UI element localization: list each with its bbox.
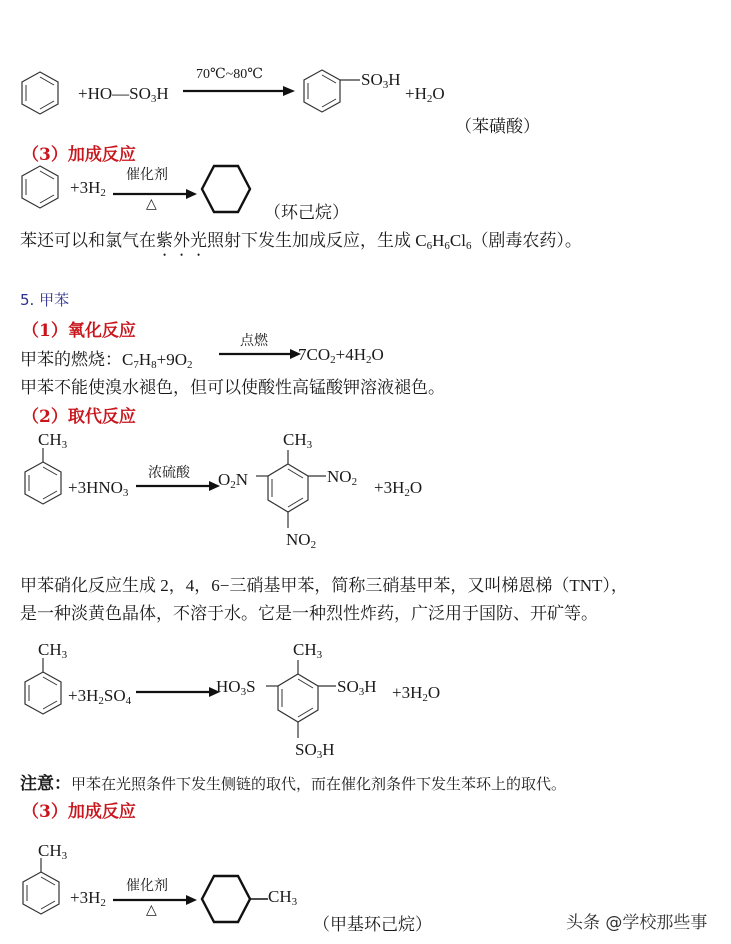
benzene-chlorine-note: 苯还可以和氯气在紫外光照射下发生加成反应，生成 $C_6H_6Cl_6$（剧毒农药）。	[20, 231, 582, 252]
methyl-group: $CH_3$	[38, 841, 68, 862]
sulfonation-condition: 70℃~80℃	[196, 67, 263, 82]
methyl-group: $CH_3$	[283, 430, 313, 451]
heat-symbol: △	[146, 903, 157, 918]
section-heading-substitution: （2）取代反应	[22, 407, 136, 427]
toluene-ring	[22, 448, 64, 508]
oxidation-note: 甲苯不能使溴水褪色，但可以使酸性高锰酸钾溶液褪色。	[20, 378, 445, 397]
section-title-toluene: 5. 甲苯	[20, 291, 70, 309]
catalyst-label: 催化剂	[126, 168, 168, 183]
benzene-ring	[302, 68, 362, 114]
methylcyclohexane-ring	[200, 874, 270, 924]
tnt-ring	[250, 448, 340, 538]
section-heading-oxidation: （1）氧化反应	[22, 321, 136, 341]
tnt-note-line2: 是一种淡黄色晶体，不溶于水。它是一种烈性炸药，广泛用于国防、开矿等。	[20, 604, 598, 623]
combustion-products: $7CO_2+4H_2O$	[298, 345, 384, 366]
watermark: 头条 @学校那些事	[566, 913, 708, 933]
tnt-note-line1: 甲苯硝化反应生成 2，4，6−三硝基甲苯，简称三硝基甲苯，又叫梯恩梯（TNT），	[20, 576, 628, 595]
hydrogen-reagent: $+3H_2$	[70, 178, 106, 199]
benzene-ring	[20, 70, 60, 116]
nitro-group-bottom: $NO_2$	[286, 530, 317, 551]
reaction-arrow	[136, 480, 220, 492]
methyl-group: $CH_3$	[268, 887, 298, 908]
product-name: （甲基环己烷）	[313, 915, 432, 934]
hydrogen-reagent: $+3H_2$	[70, 888, 106, 909]
product-name: （苯磺酸）	[455, 117, 540, 136]
reaction-arrow	[136, 686, 220, 698]
ignite-condition: 点燃	[240, 334, 268, 349]
reaction-arrow	[219, 348, 301, 360]
toluene-ring	[22, 658, 64, 718]
nitro-group-left: $O_2N$	[218, 470, 249, 491]
methyl-group: $CH_3$	[38, 640, 68, 661]
section-heading-addition: （3）加成反应	[22, 802, 136, 822]
benzene-ring	[20, 164, 60, 210]
reaction-arrow	[183, 84, 295, 98]
sulfuric-acid-reagent: $+3H_2SO_4$	[68, 686, 132, 707]
water-byproduct: $+H_2O$	[405, 84, 445, 105]
emphasis-text: 紫外光	[156, 231, 207, 250]
nitric-acid-reagent: $+3HNO_3$	[68, 478, 129, 499]
sulfonic-group-right: $SO_3H$	[337, 677, 377, 698]
nitro-group-right: $NO_2$	[327, 467, 358, 488]
sulfonic-group-bottom: $SO_3H$	[295, 740, 335, 761]
section-heading-addition: （3）加成反应	[22, 145, 136, 165]
sulfonation-reagent: $+HO—SO_3H$	[78, 84, 169, 105]
trisulfonic-ring	[260, 658, 350, 748]
methyl-group: $CH_3$	[293, 640, 323, 661]
water-byproduct: $+3H_2O$	[392, 683, 441, 704]
sulfonic-group-left: $HO_3S$	[216, 677, 256, 698]
methyl-group: $CH_3$	[38, 430, 68, 451]
caution-label: 注意：	[20, 774, 71, 793]
cyclohexane-ring	[200, 164, 252, 214]
toluene-ring	[20, 858, 62, 918]
sulfuric-acid-condition: 浓硫酸	[148, 466, 190, 481]
combustion-equation-left: 甲苯的燃烧：$C_7H_8+9O_2$	[20, 350, 193, 371]
heat-symbol: △	[146, 197, 157, 212]
product-name: （环己烷）	[264, 203, 349, 222]
catalyst-label: 催化剂	[126, 879, 168, 894]
caution-note: 注意：甲苯在光照条件下发生侧链的取代，而在催化剂条件下发生苯环上的取代。	[20, 774, 567, 793]
sulfonic-group: $SO_3H$	[361, 70, 401, 91]
water-byproduct: $+3H_2O$	[374, 478, 423, 499]
